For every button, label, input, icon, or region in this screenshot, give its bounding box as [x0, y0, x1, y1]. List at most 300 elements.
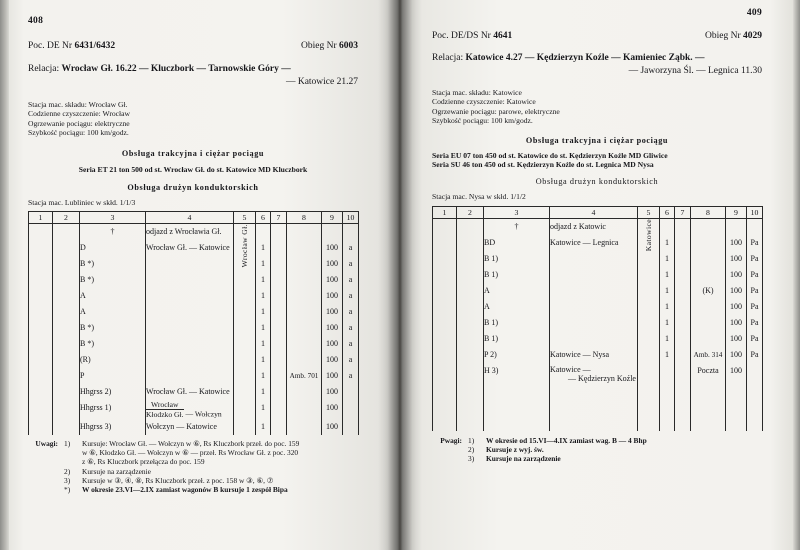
cell-c6	[660, 415, 675, 431]
left-col-header: 10	[343, 212, 359, 224]
left-section-traction: Obsługa trakcyjna i ciężar pociągu	[121, 148, 265, 158]
cell-c10: Pa	[747, 315, 763, 331]
fraction-denominator: Kłodzko Gł.	[146, 409, 184, 419]
cell-c9	[726, 399, 747, 415]
cell-c3	[484, 383, 550, 399]
cell-c10: a	[343, 320, 359, 336]
cell-c1	[433, 235, 457, 251]
cell-c2	[457, 315, 484, 331]
cell-c1	[433, 267, 457, 283]
cell-c9: 100	[322, 272, 343, 288]
cell-c10	[747, 383, 763, 399]
cell-c8	[287, 352, 322, 368]
cell-c2	[457, 299, 484, 315]
right-train-header	[432, 31, 762, 41]
cell-c8	[691, 315, 726, 331]
left-col-header: 4	[146, 212, 234, 224]
cell-c9: 100	[726, 315, 747, 331]
cell-c1	[29, 336, 53, 352]
left-relacja-line1-wrap	[28, 63, 358, 76]
cell-c4	[146, 304, 234, 320]
cell-c9: 100	[322, 384, 343, 400]
cell-c1	[433, 383, 457, 399]
table-row	[29, 384, 359, 400]
cell-c1	[29, 304, 53, 320]
cell-c3: B *)	[80, 336, 146, 352]
cell-c4	[146, 256, 234, 272]
cell-c10: a	[343, 352, 359, 368]
right-col-header: 9	[726, 206, 747, 218]
cell-c7	[675, 299, 691, 315]
cell-c7	[271, 256, 287, 272]
left-relacja	[28, 63, 358, 89]
cell-c3: A	[484, 299, 550, 315]
note-line: Kursuje na zarządzenie	[486, 454, 561, 464]
left-col-header: 2	[53, 212, 80, 224]
table-row	[433, 299, 763, 315]
cell-c8	[287, 320, 322, 336]
cell-c3: P 2)	[484, 347, 550, 363]
cell-c2	[457, 363, 484, 383]
cell-c4	[146, 320, 234, 336]
cell-c2	[53, 224, 80, 241]
cell-c1	[433, 251, 457, 267]
cell-c8	[287, 272, 322, 288]
left-col-header: 3	[80, 212, 146, 224]
cell-c1	[29, 288, 53, 304]
right-relacja-line1: Katowice 4.27 — Kędzierzyn Koźle — Kamieniec Ząbk. —	[465, 53, 705, 63]
right-relacja-line1-wrap	[432, 52, 762, 65]
cell-c4	[550, 267, 638, 283]
cell-c2	[53, 384, 80, 400]
cell-c3: A	[484, 283, 550, 299]
left-relacja-line1: Wrocław Gł. 16.22 — Kluczbork — Tarnowskie Góry —	[61, 64, 291, 74]
right-obieg-label: Obieg Nr	[705, 31, 741, 41]
cell-c8	[287, 419, 322, 435]
note-key: 3)	[468, 454, 475, 464]
cell-c1	[433, 315, 457, 331]
left-meta-line: Stacja mac. składu: Wrocław Gł.	[28, 100, 128, 109]
cell-c3	[484, 399, 550, 415]
left-page-edge	[0, 0, 9, 550]
right-col-header: 8	[691, 206, 726, 218]
cell-c3: B *)	[80, 272, 146, 288]
cell-c9: 100	[322, 419, 343, 435]
cell-c3: Hhgrss 2)	[80, 384, 146, 400]
cell-c8	[287, 400, 322, 419]
cell-c7	[675, 235, 691, 251]
cell-c10: Pa	[747, 267, 763, 283]
cell-c2	[53, 352, 80, 368]
cell-c7	[675, 315, 691, 331]
notes-label: Uwagi:	[35, 438, 58, 448]
left-col-header: 5	[234, 212, 256, 224]
left-obieg-number: 6003	[339, 41, 358, 51]
right-meta-line: Ogrzewanie pociągu: parowe, elektryczne	[432, 106, 560, 116]
note-item	[432, 436, 762, 445]
cell-c1	[29, 224, 53, 241]
cell-c4	[146, 272, 234, 288]
cell-c4	[550, 251, 638, 267]
cell-c7	[675, 383, 691, 399]
cell-c8	[287, 240, 322, 256]
cell-c4	[550, 299, 638, 315]
cell-c4: Katowice — Legnica	[550, 235, 638, 251]
cell-c8: (K)	[691, 283, 726, 299]
cell-c6: 1	[660, 251, 675, 267]
right-traction-line: Seria SU 46 ton 450 od st. Kędzierzyn Koźle do st. Legnica MD Nysa	[432, 160, 654, 170]
note-item	[432, 445, 762, 454]
left-train-label: Poc. DE Nr	[28, 41, 73, 51]
right-col-header: 2	[457, 206, 484, 218]
note-line: Kursuje w ③, ④, ⑧, Rs Kluczbork przeł. z poc. 158 w ③, ⑥, ⑦	[82, 475, 274, 485]
cell-c4	[146, 288, 234, 304]
cell-c7	[675, 331, 691, 347]
note-item	[28, 476, 358, 485]
cell-c9: 100	[726, 299, 747, 315]
cell-c6: 1	[660, 283, 675, 299]
left-meta-line: Ogrzewanie pociągu: elektryczne	[28, 118, 130, 128]
right-train-label: Poc. DE/DS Nr	[432, 31, 491, 41]
cell-c8	[691, 299, 726, 315]
note-key: 3)	[64, 475, 71, 485]
table-row	[433, 383, 763, 399]
table-row	[29, 240, 359, 256]
cell-c6	[660, 218, 675, 235]
note-line: z ⑥, Rs Kluczbork przełącza do poc. 159	[82, 457, 205, 467]
cell-c6: 1	[256, 352, 271, 368]
cell-c9: 100	[322, 240, 343, 256]
cell-c4: Katowice — Nysa	[550, 347, 638, 363]
cell-c10: a	[343, 288, 359, 304]
table-row	[29, 368, 359, 384]
cell-c10: a	[343, 272, 359, 288]
right-crew-line: Stacja mac. Nysa w skłd. 1/1/2	[432, 192, 526, 202]
cell-c8	[287, 336, 322, 352]
cell-c9	[726, 383, 747, 399]
cell-c10: Pa	[747, 347, 763, 363]
cell-c3: A	[80, 288, 146, 304]
cell-c7	[271, 384, 287, 400]
cell-c2	[53, 256, 80, 272]
left-col-header: 7	[271, 212, 287, 224]
cell-c2	[53, 240, 80, 256]
cell-c4	[550, 399, 638, 415]
cell-c8	[691, 415, 726, 431]
cell-c6: 1	[256, 400, 271, 419]
right-col-header: 7	[675, 206, 691, 218]
right-section-traction: Obsługa trakcyjna i ciężar pociągu	[525, 135, 669, 145]
cell-c3: P	[80, 368, 146, 384]
note-spacer	[28, 485, 62, 494]
cell-c3: B 1)	[484, 331, 550, 347]
cell-c8	[287, 304, 322, 320]
cell-c9: 100	[322, 256, 343, 272]
cell-c2	[457, 347, 484, 363]
note-key: 2)	[64, 466, 71, 476]
cell-c6	[256, 224, 271, 241]
cell-c9: 100	[322, 288, 343, 304]
cell-c6: 1	[256, 336, 271, 352]
right-notes	[432, 436, 762, 464]
right-meta-line: Szybkość pociągu: 100 km/godz.	[432, 116, 533, 126]
cell-c6: 1	[256, 256, 271, 272]
cell-c2	[53, 336, 80, 352]
cell-c2	[53, 419, 80, 435]
cell-c4: Wołczyn — Katowice	[146, 419, 234, 435]
cell-c7	[271, 419, 287, 435]
cell-c3: B *)	[80, 256, 146, 272]
cell-c10	[343, 419, 359, 435]
cell-c1	[433, 218, 457, 235]
cell-c8	[691, 235, 726, 251]
cell-c8	[287, 224, 322, 241]
cell-c6: 1	[660, 267, 675, 283]
cell-c7	[675, 218, 691, 235]
table-row	[433, 347, 763, 363]
cell-c4	[550, 415, 638, 431]
right-vertical-label: Katowice	[643, 218, 653, 252]
cell-c7	[675, 267, 691, 283]
cell-c4	[146, 368, 234, 384]
cell-c9: 100	[322, 304, 343, 320]
left-table	[28, 211, 359, 435]
cell-c4	[550, 363, 638, 383]
cell-c10: Pa	[747, 283, 763, 299]
right-meta-line: Codzienne czyszczenie: Katowice	[432, 97, 536, 107]
cell-c9: 100	[322, 400, 343, 419]
cell-c3: B 1)	[484, 251, 550, 267]
cell-c4	[146, 336, 234, 352]
left-train-number: 6431/6432	[74, 41, 116, 51]
cell-c1	[29, 272, 53, 288]
cell-c4	[550, 283, 638, 299]
cell-c5-vertical	[638, 218, 660, 431]
cell-c1	[433, 347, 457, 363]
cell-c7	[675, 363, 691, 383]
cell-c6: 1	[256, 304, 271, 320]
right-relacja	[432, 52, 762, 78]
cell-c10: Pa	[747, 251, 763, 267]
cell-c2	[53, 368, 80, 384]
cell-c9: 100	[322, 336, 343, 352]
right-obieg	[705, 31, 762, 41]
table-row	[29, 400, 359, 419]
cell-c3: †	[484, 218, 550, 235]
cell-c6: 1	[660, 299, 675, 315]
right-table-header-row	[433, 206, 763, 218]
table-row	[433, 315, 763, 331]
table-row	[29, 352, 359, 368]
cell-c8	[691, 383, 726, 399]
note-line: Kursuje z wyj. św.	[486, 445, 544, 455]
left-traction-line: Seria ET 21 ton 500 od st. Wrocław Gł. do st. Katowice MD Kluczbork	[78, 164, 308, 174]
left-train-id	[28, 41, 115, 51]
cell-c2	[457, 251, 484, 267]
cell-c7	[271, 368, 287, 384]
cell-c3: A	[80, 304, 146, 320]
table-row	[433, 267, 763, 283]
cell-c2	[457, 283, 484, 299]
cell-c2	[457, 267, 484, 283]
cell-c10	[343, 384, 359, 400]
cell-c1	[29, 400, 53, 419]
note-line: W okresie od 15.VI—4.IX zamiast wag. B — 4 Bhp	[486, 435, 647, 445]
right-page-number: 409	[746, 8, 762, 18]
note-key: 1)	[468, 435, 475, 445]
cell-c3: Hhgrss 3)	[80, 419, 146, 435]
cell-c1	[433, 363, 457, 383]
cell-c7	[271, 240, 287, 256]
cell-c1	[433, 283, 457, 299]
cell-c10	[747, 399, 763, 415]
table-row	[433, 235, 763, 251]
right-page-edge	[793, 0, 800, 550]
cell-c7	[271, 272, 287, 288]
cell-c10	[747, 218, 763, 235]
cell-c1	[29, 384, 53, 400]
cell-c3: Hhgrss 1)	[80, 400, 146, 419]
cell-c3: D	[80, 240, 146, 256]
cell-c6: 1	[660, 347, 675, 363]
cell-c1	[29, 368, 53, 384]
left-col-header: 6	[256, 212, 271, 224]
cell-c8	[287, 288, 322, 304]
cell-c8: Amb. 314	[691, 347, 726, 363]
table-row	[433, 218, 763, 235]
cell-c3: †	[80, 224, 146, 241]
cell-c2	[457, 235, 484, 251]
cell-c4	[146, 352, 234, 368]
cell-c6: 1	[256, 419, 271, 435]
cell-c6	[660, 363, 675, 383]
right-relacja-line2: — Jaworzyna Śl. — Legnica 11.30	[628, 66, 762, 76]
cell-c4	[550, 331, 638, 347]
cell-c3	[484, 415, 550, 431]
cell-c8	[691, 218, 726, 235]
cell-c3: B 1)	[484, 315, 550, 331]
cell-c9: 100	[322, 352, 343, 368]
cell-c6: 1	[256, 368, 271, 384]
table-row	[433, 399, 763, 415]
right-col-header: 6	[660, 206, 675, 218]
left-relacja-line2: — Katowice 21.27	[285, 77, 358, 87]
cell-c6: 1	[256, 288, 271, 304]
note-line: Kursuje na zarządzenie	[82, 466, 151, 476]
table-row	[29, 288, 359, 304]
cell-c6: 1	[256, 384, 271, 400]
cell-c1	[29, 352, 53, 368]
cell-c7	[271, 224, 287, 241]
cell-c2	[457, 218, 484, 235]
cell-c9	[322, 224, 343, 241]
right-col-header: 1	[433, 206, 457, 218]
cell-c8	[691, 331, 726, 347]
cell-c1	[433, 299, 457, 315]
cell-c3: BD	[484, 235, 550, 251]
cell-c10: a	[343, 336, 359, 352]
cell-c7	[675, 415, 691, 431]
cell-c9: 100	[726, 251, 747, 267]
notes-label: Pwagi:	[440, 435, 462, 445]
note-item	[432, 454, 762, 463]
cell-c4	[550, 315, 638, 331]
left-relacja-label: Relacja:	[28, 64, 60, 74]
cell-c9	[726, 218, 747, 235]
note-spacer	[28, 467, 62, 476]
cell-c5-vertical	[234, 224, 256, 435]
cell-c8	[691, 251, 726, 267]
table-row	[29, 336, 359, 352]
right-page-content	[432, 8, 762, 463]
note-spacer	[28, 476, 62, 485]
right-col-header: 5	[638, 206, 660, 218]
table-row	[433, 363, 763, 383]
cell-c3: B *)	[80, 320, 146, 336]
right-col-header: 10	[747, 206, 763, 218]
note-item	[28, 485, 358, 494]
cell-c9	[726, 415, 747, 431]
cell-c7	[675, 283, 691, 299]
note-text	[82, 439, 358, 467]
cell-c6	[660, 399, 675, 415]
cell-c10: a	[343, 368, 359, 384]
cell-c4-fraction	[146, 400, 234, 419]
cell-c4-line2: — Kędzierzyn Koźle	[568, 373, 636, 383]
cell-c1	[433, 415, 457, 431]
right-relacja-label: Relacja:	[432, 53, 464, 63]
cell-c6: 1	[660, 331, 675, 347]
cell-c1	[433, 331, 457, 347]
note-line: W okresie 23.VI—2.IX zamiast wagonów B kursuje 1 zespół Bipa	[82, 484, 288, 494]
cell-c4: Wrocław Gł. — Katowice	[146, 240, 234, 256]
left-meta-block	[28, 100, 358, 138]
cell-c6	[660, 383, 675, 399]
right-train-id	[432, 31, 512, 41]
cell-c9: 100	[322, 320, 343, 336]
note-item	[28, 439, 358, 467]
left-table-header-row	[29, 212, 359, 224]
cell-c2	[53, 304, 80, 320]
cell-c4-line1: Katowice —	[550, 364, 591, 374]
table-row	[29, 272, 359, 288]
note-spacer	[432, 454, 466, 463]
left-col-header: 8	[287, 212, 322, 224]
table-row	[29, 419, 359, 435]
right-col-header: 3	[484, 206, 550, 218]
note-key: 1)	[64, 438, 71, 448]
left-obieg	[301, 41, 358, 51]
fraction-suffix: — Wołczyn	[185, 409, 222, 419]
table-row	[433, 283, 763, 299]
cell-c10: a	[343, 256, 359, 272]
cell-c7	[271, 352, 287, 368]
cell-c9: 100	[726, 347, 747, 363]
cell-c8	[287, 256, 322, 272]
cell-c9: 100	[726, 235, 747, 251]
right-meta-block	[432, 88, 762, 126]
cell-c7	[675, 347, 691, 363]
right-meta-line: Stacja mac. składu: Katowice	[432, 88, 522, 97]
cell-c2	[457, 383, 484, 399]
cell-c2	[457, 331, 484, 347]
cell-c4	[550, 383, 638, 399]
left-notes	[28, 439, 358, 494]
left-obieg-label: Obieg Nr	[301, 41, 337, 51]
cell-c1	[29, 320, 53, 336]
cell-c4: Wrocław Gł. — Katowice	[146, 384, 234, 400]
cell-c2	[53, 320, 80, 336]
